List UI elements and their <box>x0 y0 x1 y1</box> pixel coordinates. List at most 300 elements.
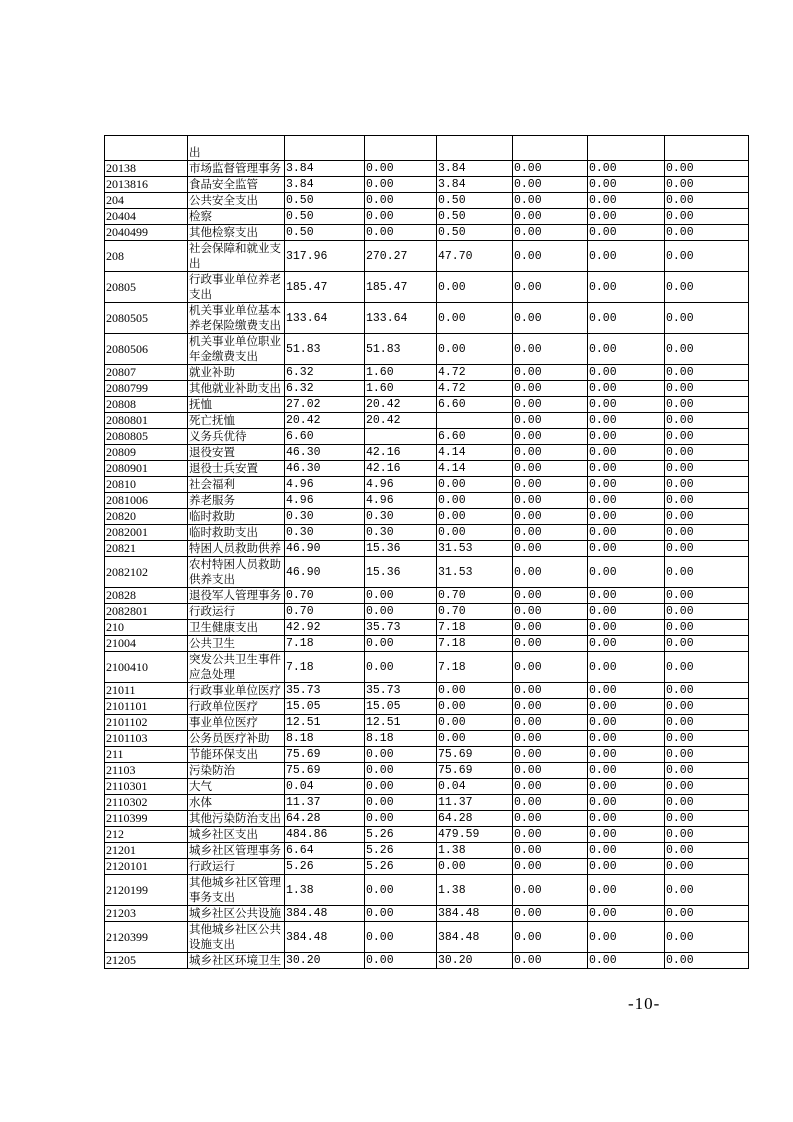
amount-cell: 0.00 <box>665 509 749 525</box>
amount-cell: 0.00 <box>665 763 749 779</box>
amount-cell: 0.00 <box>588 843 665 859</box>
amount-cell: 0.00 <box>665 493 749 509</box>
amount-cell: 0.00 <box>665 241 749 272</box>
amount-cell: 0.00 <box>437 303 513 334</box>
amount-cell: 0.00 <box>437 272 513 303</box>
table-row <box>105 541 749 557</box>
amount-cell: 0.00 <box>588 557 665 588</box>
amount-cell <box>665 136 749 161</box>
amount-cell: 35.73 <box>285 683 365 699</box>
amount-cell: 0.04 <box>437 779 513 795</box>
amount-cell: 0.70 <box>285 604 365 620</box>
amount-cell: 1.38 <box>437 875 513 906</box>
amount-cell: 51.83 <box>365 334 437 365</box>
amount-cell: 0.00 <box>665 445 749 461</box>
amount-cell: 20.42 <box>365 397 437 413</box>
amount-cell: 0.00 <box>588 795 665 811</box>
subject-code-cell: 20807 <box>105 365 188 381</box>
table-row <box>105 715 749 731</box>
amount-cell: 1.38 <box>285 875 365 906</box>
subject-name-cell: 农村特困人员救助供养支出 <box>188 557 285 588</box>
amount-cell: 0.30 <box>285 509 365 525</box>
page-number: -10- <box>628 994 661 1013</box>
amount-cell: 0.70 <box>285 588 365 604</box>
amount-cell: 20.42 <box>285 413 365 429</box>
amount-cell: 0.00 <box>588 241 665 272</box>
amount-cell: 0.00 <box>588 906 665 922</box>
amount-cell: 11.37 <box>285 795 365 811</box>
amount-cell: 46.30 <box>285 445 365 461</box>
subject-name-cell: 节能环保支出 <box>188 747 285 763</box>
amount-cell: 0.00 <box>665 588 749 604</box>
amount-cell: 4.96 <box>365 477 437 493</box>
amount-cell: 6.60 <box>437 397 513 413</box>
amount-cell: 0.00 <box>437 683 513 699</box>
amount-cell: 1.60 <box>365 381 437 397</box>
amount-cell: 0.00 <box>588 161 665 177</box>
table-row <box>105 209 749 225</box>
amount-cell: 27.02 <box>285 397 365 413</box>
amount-cell: 0.00 <box>513 731 588 747</box>
subject-name-cell: 其他城乡社区公共设施支出 <box>188 922 285 953</box>
amount-cell: 12.51 <box>285 715 365 731</box>
subject-name-cell: 退役士兵安置 <box>188 461 285 477</box>
amount-cell: 133.64 <box>285 303 365 334</box>
amount-cell: 0.00 <box>588 859 665 875</box>
subject-name-cell: 行政运行 <box>188 604 285 620</box>
amount-cell: 0.00 <box>588 525 665 541</box>
subject-name-cell: 其他检察支出 <box>188 225 285 241</box>
subject-code-cell: 2110301 <box>105 779 188 795</box>
table-row <box>105 636 749 652</box>
amount-cell: 42.16 <box>365 445 437 461</box>
amount-cell: 0.00 <box>665 193 749 209</box>
amount-cell: 0.00 <box>513 906 588 922</box>
table-row <box>105 604 749 620</box>
amount-cell: 35.73 <box>365 620 437 636</box>
amount-cell: 4.96 <box>285 493 365 509</box>
amount-cell: 0.00 <box>365 906 437 922</box>
amount-cell: 15.36 <box>365 557 437 588</box>
amount-cell: 0.00 <box>665 715 749 731</box>
amount-cell: 0.00 <box>513 413 588 429</box>
amount-cell: 4.14 <box>437 461 513 477</box>
amount-cell: 0.00 <box>588 715 665 731</box>
amount-cell: 0.00 <box>513 922 588 953</box>
table-row <box>105 136 749 161</box>
amount-cell: 0.00 <box>437 859 513 875</box>
amount-cell: 0.00 <box>513 859 588 875</box>
amount-cell: 0.00 <box>437 525 513 541</box>
amount-cell: 0.00 <box>513 747 588 763</box>
amount-cell: 0.00 <box>665 225 749 241</box>
amount-cell: 7.18 <box>437 636 513 652</box>
subject-code-cell: 208 <box>105 241 188 272</box>
subject-name-cell: 大气 <box>188 779 285 795</box>
amount-cell: 185.47 <box>365 272 437 303</box>
subject-name-cell: 机关事业单位基本养老保险缴费支出 <box>188 303 285 334</box>
amount-cell: 0.00 <box>513 525 588 541</box>
table-row <box>105 241 749 272</box>
amount-cell: 0.00 <box>588 604 665 620</box>
amount-cell: 4.72 <box>437 381 513 397</box>
amount-cell: 0.00 <box>365 922 437 953</box>
amount-cell: 0.00 <box>513 225 588 241</box>
amount-cell <box>437 136 513 161</box>
amount-cell: 0.00 <box>665 636 749 652</box>
table-row <box>105 763 749 779</box>
subject-code-cell: 2110399 <box>105 811 188 827</box>
amount-cell: 0.00 <box>665 161 749 177</box>
amount-cell: 5.26 <box>365 843 437 859</box>
subject-code-cell: 210 <box>105 620 188 636</box>
amount-cell: 0.00 <box>665 811 749 827</box>
amount-cell: 0.00 <box>437 334 513 365</box>
subject-code-cell: 20809 <box>105 445 188 461</box>
subject-name-cell: 其他污染防治支出 <box>188 811 285 827</box>
amount-cell: 12.51 <box>365 715 437 731</box>
subject-name-cell: 临时救助支出 <box>188 525 285 541</box>
amount-cell: 8.18 <box>365 731 437 747</box>
amount-cell: 0.00 <box>365 779 437 795</box>
amount-cell <box>365 429 437 445</box>
table-row <box>105 953 749 969</box>
amount-cell: 0.00 <box>513 272 588 303</box>
amount-cell: 0.00 <box>513 652 588 683</box>
amount-cell: 5.26 <box>285 859 365 875</box>
subject-name-cell: 市场监督管理事务 <box>188 161 285 177</box>
subject-name-cell: 污染防治 <box>188 763 285 779</box>
amount-cell: 7.18 <box>285 652 365 683</box>
amount-cell: 0.00 <box>513 541 588 557</box>
subject-code-cell: 21103 <box>105 763 188 779</box>
amount-cell: 7.18 <box>437 620 513 636</box>
subject-name-cell: 就业补助 <box>188 365 285 381</box>
amount-cell: 0.00 <box>588 652 665 683</box>
amount-cell: 0.00 <box>513 557 588 588</box>
subject-name-cell: 事业单位医疗 <box>188 715 285 731</box>
subject-code-cell: 21201 <box>105 843 188 859</box>
amount-cell: 0.00 <box>665 525 749 541</box>
table-row <box>105 557 749 588</box>
amount-cell: 0.00 <box>365 225 437 241</box>
subject-code-cell: 20810 <box>105 477 188 493</box>
amount-cell: 0.00 <box>588 827 665 843</box>
subject-code-cell: 2120399 <box>105 922 188 953</box>
subject-name-cell: 行政单位医疗 <box>188 699 285 715</box>
subject-name-cell: 城乡社区公共设施 <box>188 906 285 922</box>
amount-cell: 0.00 <box>513 588 588 604</box>
amount-cell: 0.00 <box>513 953 588 969</box>
amount-cell: 0.00 <box>665 922 749 953</box>
amount-cell: 0.00 <box>665 683 749 699</box>
amount-cell: 0.00 <box>665 272 749 303</box>
amount-cell: 0.00 <box>588 413 665 429</box>
amount-cell: 4.14 <box>437 445 513 461</box>
subject-name-cell: 出 <box>188 136 285 161</box>
amount-cell: 42.92 <box>285 620 365 636</box>
amount-cell: 0.00 <box>588 493 665 509</box>
table-row <box>105 652 749 683</box>
amount-cell: 0.00 <box>588 875 665 906</box>
amount-cell: 133.64 <box>365 303 437 334</box>
budget-expenditure-table <box>104 135 749 969</box>
amount-cell: 0.30 <box>365 509 437 525</box>
amount-cell: 7.18 <box>285 636 365 652</box>
amount-cell: 0.00 <box>513 303 588 334</box>
amount-cell: 75.69 <box>285 763 365 779</box>
amount-cell: 0.00 <box>588 731 665 747</box>
subject-name-cell: 公共卫生 <box>188 636 285 652</box>
table-row <box>105 827 749 843</box>
amount-cell: 0.00 <box>437 731 513 747</box>
amount-cell: 484.86 <box>285 827 365 843</box>
table-row <box>105 429 749 445</box>
table-row <box>105 731 749 747</box>
amount-cell: 0.00 <box>665 620 749 636</box>
amount-cell: 0.00 <box>665 381 749 397</box>
amount-cell: 0.00 <box>665 827 749 843</box>
amount-cell: 0.00 <box>665 747 749 763</box>
amount-cell: 0.00 <box>588 779 665 795</box>
subject-code-cell: 2082801 <box>105 604 188 620</box>
subject-code-cell: 2100410 <box>105 652 188 683</box>
amount-cell <box>365 136 437 161</box>
table-row <box>105 779 749 795</box>
amount-cell: 30.20 <box>285 953 365 969</box>
amount-cell: 0.00 <box>437 509 513 525</box>
amount-cell: 0.50 <box>285 225 365 241</box>
subject-name-cell: 其他城乡社区管理事务支出 <box>188 875 285 906</box>
amount-cell: 0.00 <box>513 509 588 525</box>
subject-name-cell: 城乡社区支出 <box>188 827 285 843</box>
amount-cell: 0.00 <box>588 445 665 461</box>
amount-cell <box>588 136 665 161</box>
amount-cell: 0.00 <box>365 811 437 827</box>
amount-cell: 4.96 <box>365 493 437 509</box>
amount-cell: 0.00 <box>437 493 513 509</box>
amount-cell: 0.00 <box>365 588 437 604</box>
amount-cell: 0.00 <box>437 715 513 731</box>
amount-cell: 4.72 <box>437 365 513 381</box>
table-body <box>105 136 749 969</box>
amount-cell: 384.48 <box>285 922 365 953</box>
amount-cell: 0.30 <box>365 525 437 541</box>
amount-cell: 3.84 <box>285 161 365 177</box>
amount-cell: 46.30 <box>285 461 365 477</box>
amount-cell: 0.00 <box>588 683 665 699</box>
subject-code-cell: 20808 <box>105 397 188 413</box>
table-row <box>105 699 749 715</box>
amount-cell: 6.60 <box>437 429 513 445</box>
subject-name-cell: 其他就业补助支出 <box>188 381 285 397</box>
subject-name-cell: 临时救助 <box>188 509 285 525</box>
subject-code-cell: 21205 <box>105 953 188 969</box>
amount-cell: 317.96 <box>285 241 365 272</box>
subject-name-cell: 退役安置 <box>188 445 285 461</box>
amount-cell: 0.00 <box>588 636 665 652</box>
amount-cell: 0.00 <box>365 193 437 209</box>
amount-cell: 0.00 <box>513 209 588 225</box>
subject-code-cell: 20821 <box>105 541 188 557</box>
subject-name-cell: 公务员医疗补助 <box>188 731 285 747</box>
amount-cell: 1.60 <box>365 365 437 381</box>
amount-cell: 64.28 <box>285 811 365 827</box>
subject-name-cell: 退役军人管理事务 <box>188 588 285 604</box>
amount-cell: 0.00 <box>588 209 665 225</box>
subject-code-cell: 2040499 <box>105 225 188 241</box>
amount-cell: 51.83 <box>285 334 365 365</box>
amount-cell: 0.00 <box>588 303 665 334</box>
amount-cell: 0.00 <box>365 652 437 683</box>
amount-cell: 42.16 <box>365 461 437 477</box>
amount-cell: 384.48 <box>437 906 513 922</box>
amount-cell: 6.32 <box>285 381 365 397</box>
amount-cell: 0.00 <box>513 381 588 397</box>
amount-cell: 15.36 <box>365 541 437 557</box>
subject-code-cell: 2080799 <box>105 381 188 397</box>
table-row <box>105 445 749 461</box>
amount-cell: 0.50 <box>437 209 513 225</box>
amount-cell: 64.28 <box>437 811 513 827</box>
table-row <box>105 161 749 177</box>
subject-code-cell: 2110302 <box>105 795 188 811</box>
amount-cell: 0.00 <box>365 795 437 811</box>
amount-cell: 75.69 <box>437 747 513 763</box>
amount-cell: 0.30 <box>285 525 365 541</box>
table-row <box>105 461 749 477</box>
amount-cell: 35.73 <box>365 683 437 699</box>
amount-cell: 0.00 <box>665 604 749 620</box>
amount-cell: 0.00 <box>365 177 437 193</box>
amount-cell: 31.53 <box>437 557 513 588</box>
subject-code-cell: 2082001 <box>105 525 188 541</box>
subject-code-cell: 2080801 <box>105 413 188 429</box>
amount-cell: 0.00 <box>588 397 665 413</box>
table-row <box>105 477 749 493</box>
table-row <box>105 193 749 209</box>
amount-cell: 3.84 <box>285 177 365 193</box>
amount-cell: 0.00 <box>665 303 749 334</box>
amount-cell: 0.70 <box>437 604 513 620</box>
amount-cell: 0.00 <box>437 477 513 493</box>
amount-cell <box>285 136 365 161</box>
amount-cell: 31.53 <box>437 541 513 557</box>
amount-cell: 0.00 <box>513 620 588 636</box>
amount-cell: 0.50 <box>285 193 365 209</box>
amount-cell: 75.69 <box>437 763 513 779</box>
amount-cell: 0.00 <box>665 209 749 225</box>
table-row <box>105 397 749 413</box>
amount-cell: 6.32 <box>285 365 365 381</box>
amount-cell: 0.00 <box>588 177 665 193</box>
amount-cell: 0.00 <box>513 493 588 509</box>
table-row <box>105 620 749 636</box>
amount-cell: 3.84 <box>437 161 513 177</box>
amount-cell: 0.00 <box>588 225 665 241</box>
amount-cell: 0.50 <box>437 225 513 241</box>
subject-name-cell: 突发公共卫生事件应急处理 <box>188 652 285 683</box>
table-row <box>105 272 749 303</box>
amount-cell: 0.00 <box>513 779 588 795</box>
amount-cell: 0.00 <box>665 699 749 715</box>
amount-cell: 0.00 <box>588 334 665 365</box>
amount-cell: 15.05 <box>365 699 437 715</box>
subject-name-cell: 食品安全监管 <box>188 177 285 193</box>
amount-cell: 0.00 <box>588 461 665 477</box>
amount-cell: 15.05 <box>285 699 365 715</box>
table-row <box>105 525 749 541</box>
amount-cell: 0.00 <box>513 445 588 461</box>
subject-code-cell: 2120101 <box>105 859 188 875</box>
subject-code-cell: 2082102 <box>105 557 188 588</box>
amount-cell: 0.70 <box>437 588 513 604</box>
amount-cell: 1.38 <box>437 843 513 859</box>
amount-cell: 0.00 <box>588 922 665 953</box>
amount-cell: 0.00 <box>513 604 588 620</box>
subject-code-cell: 20828 <box>105 588 188 604</box>
subject-code-cell: 20820 <box>105 509 188 525</box>
amount-cell: 0.00 <box>588 811 665 827</box>
amount-cell: 0.00 <box>665 731 749 747</box>
amount-cell: 0.00 <box>588 193 665 209</box>
amount-cell: 0.00 <box>513 827 588 843</box>
amount-cell: 75.69 <box>285 747 365 763</box>
subject-code-cell: 21004 <box>105 636 188 652</box>
subject-name-cell: 机关事业单位职业年金缴费支出 <box>188 334 285 365</box>
amount-cell: 3.84 <box>437 177 513 193</box>
subject-name-cell: 社会福利 <box>188 477 285 493</box>
subject-name-cell: 行政事业单位养老支出 <box>188 272 285 303</box>
amount-cell: 0.00 <box>437 699 513 715</box>
table-row <box>105 922 749 953</box>
subject-code-cell: 20805 <box>105 272 188 303</box>
amount-cell: 6.64 <box>285 843 365 859</box>
amount-cell: 7.18 <box>437 652 513 683</box>
subject-code-cell: 2080505 <box>105 303 188 334</box>
amount-cell: 0.00 <box>665 843 749 859</box>
amount-cell: 0.00 <box>513 715 588 731</box>
amount-cell: 4.96 <box>285 477 365 493</box>
table-row <box>105 875 749 906</box>
amount-cell <box>437 413 513 429</box>
amount-cell: 0.00 <box>365 953 437 969</box>
amount-cell: 0.00 <box>588 477 665 493</box>
amount-cell: 0.00 <box>365 763 437 779</box>
subject-name-cell: 城乡社区环境卫生 <box>188 953 285 969</box>
amount-cell: 0.00 <box>365 636 437 652</box>
subject-name-cell: 城乡社区管理事务 <box>188 843 285 859</box>
subject-code-cell: 2101102 <box>105 715 188 731</box>
table-row <box>105 859 749 875</box>
subject-name-cell: 抚恤 <box>188 397 285 413</box>
amount-cell: 46.90 <box>285 541 365 557</box>
subject-name-cell: 社会保障和就业支出 <box>188 241 285 272</box>
amount-cell: 0.00 <box>665 953 749 969</box>
amount-cell: 0.00 <box>588 541 665 557</box>
amount-cell: 384.48 <box>285 906 365 922</box>
amount-cell: 0.00 <box>665 397 749 413</box>
subject-code-cell: 2080506 <box>105 334 188 365</box>
amount-cell: 0.00 <box>513 334 588 365</box>
amount-cell: 0.00 <box>665 906 749 922</box>
amount-cell: 0.00 <box>665 779 749 795</box>
subject-name-cell: 公共安全支出 <box>188 193 285 209</box>
amount-cell: 0.00 <box>665 429 749 445</box>
amount-cell: 0.00 <box>588 588 665 604</box>
subject-name-cell: 养老服务 <box>188 493 285 509</box>
amount-cell: 0.00 <box>665 875 749 906</box>
